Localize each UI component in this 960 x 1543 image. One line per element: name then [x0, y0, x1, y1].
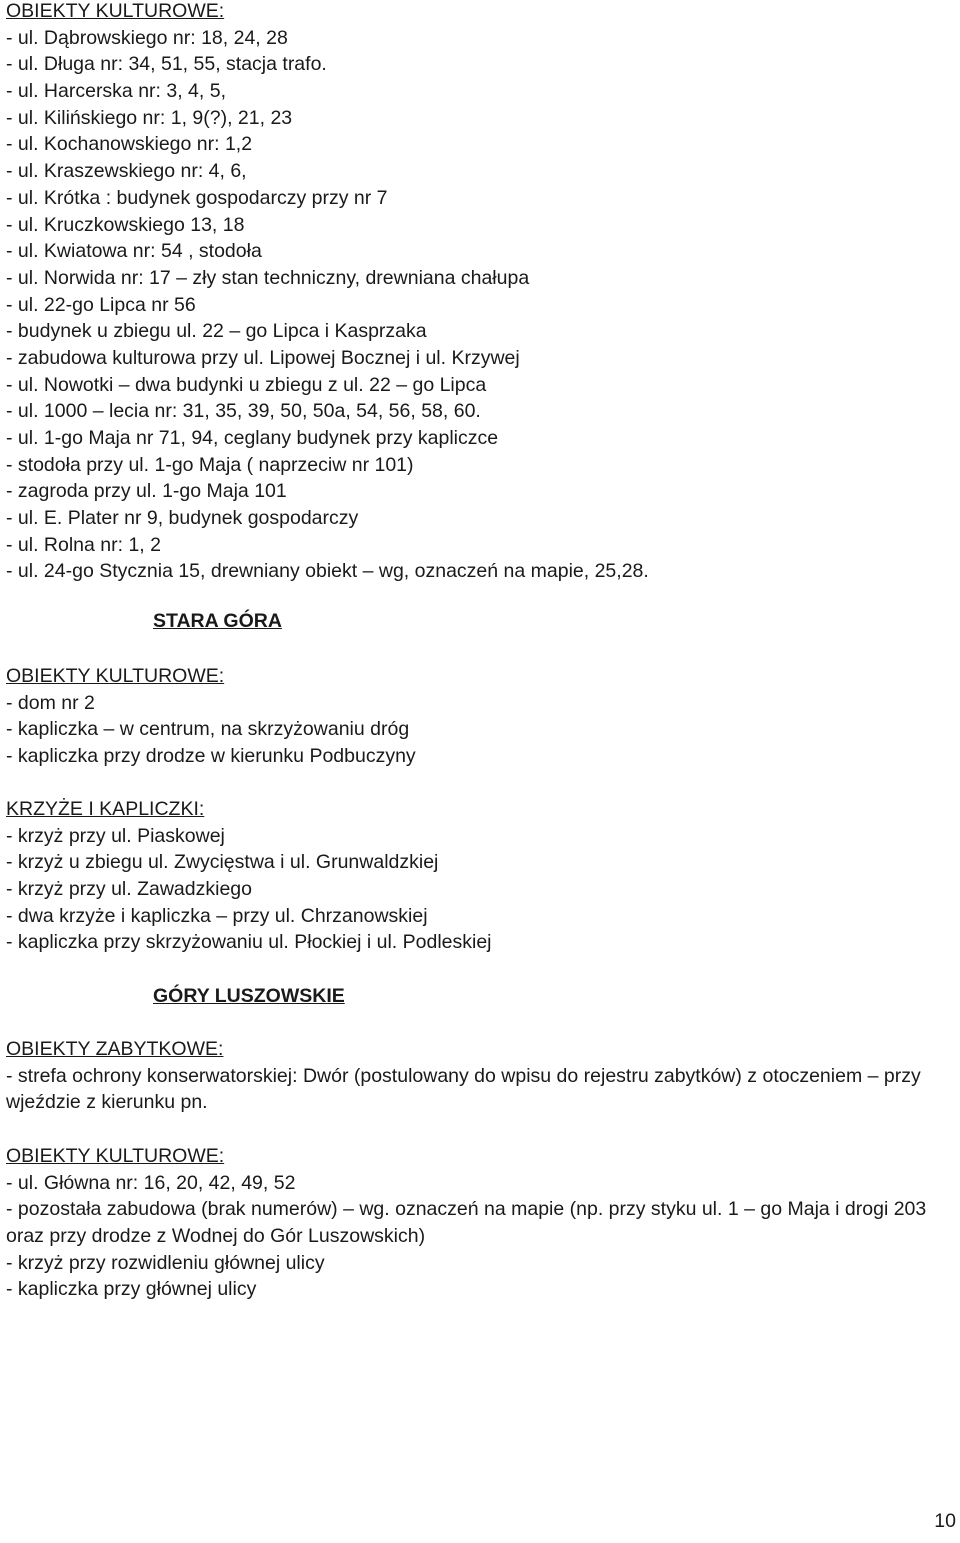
- list-item: - kapliczka – w centrum, na skrzyżowaniu dróg: [6, 718, 410, 741]
- list-item: - ul. 22-go Lipca nr 56: [6, 293, 196, 316]
- section-gory-luszowskie-zabytkowe: [6, 1036, 936, 1116]
- list-item: - krzyż przy ul. Zawadzkiego: [6, 878, 252, 901]
- list-item: - dom nr 2: [6, 691, 95, 714]
- list-item: - krzyż u zbiegu ul. Zwycięstwa i ul. Grunwaldzkiej: [6, 851, 439, 874]
- list-item: - ul. Długa nr: 34, 51, 55, stacja trafo.: [6, 53, 327, 76]
- list-item: - pozostała zabudowa (brak numerów) – wg. oznaczeń na mapie (np. przy styku ul. 1 – go Maja i drogi 203 oraz przy drodze z Wodnej do Gór Luszowskich): [6, 1198, 927, 1248]
- list-item: - ul. 1000 – lecia nr: 31, 35, 39, 50, 50a, 54, 56, 58, 60.: [6, 400, 481, 423]
- section-title-stara-gora: STARA GÓRA: [153, 610, 282, 632]
- section-heading: KRZYŻE I KAPLICZKI:: [6, 798, 205, 820]
- section-gory-luszowskie-kulturowe: [6, 1143, 936, 1303]
- list-item: - ul. Dąbrowskiego nr: 18, 24, 28: [6, 26, 288, 49]
- list-item: - stodoła przy ul. 1-go Maja ( naprzeciw nr 101): [6, 453, 414, 476]
- section-stara-gora-krzyze: [6, 796, 492, 956]
- list-item: - ul. Nowotki – dwa budynki u zbiegu z ul. 22 – go Lipca: [6, 373, 487, 396]
- list-item: - dwa krzyże i kapliczka – przy ul. Chrzanowskiej: [6, 904, 428, 927]
- list-item: - ul. Krótka : budynek gospodarczy przy nr 7: [6, 186, 388, 209]
- page-number: 10: [934, 1510, 956, 1532]
- list-item: - ul. Kruczkowskiego 13, 18: [6, 213, 245, 236]
- section-heading: OBIEKTY KULTUROWE:: [6, 1145, 225, 1167]
- section-heading: OBIEKTY KULTUROWE:: [6, 0, 225, 22]
- section-obiekty-kulturowe: [6, 0, 649, 585]
- list-item: - ul. Kochanowskiego nr: 1,2: [6, 133, 253, 156]
- list-item: - ul. Główna nr: 16, 20, 42, 49, 52: [6, 1171, 296, 1194]
- list-item: - kapliczka przy drodze w kierunku Podbuczyny: [6, 745, 416, 768]
- section-heading: OBIEKTY ZABYTKOWE:: [6, 1038, 224, 1060]
- list-item: - strefa ochrony konserwatorskiej: Dwór (postulowany do wpisu do rejestru zabytków) z otoczeniem – przy wjeździe z kierunku pn.: [6, 1064, 921, 1114]
- list-item: - ul. Kwiatowa nr: 54 , stodoła: [6, 240, 262, 263]
- list-item: - ul. Kilińskiego nr: 1, 9(?), 21, 23: [6, 106, 293, 129]
- list-item: - zagroda przy ul. 1-go Maja 101: [6, 480, 287, 503]
- list-item: - budynek u zbiegu ul. 22 – go Lipca i Kasprzaka: [6, 320, 427, 343]
- list-item: - ul. Harcerska nr: 3, 4, 5,: [6, 80, 226, 103]
- list-item: - kapliczka przy głównej ulicy: [6, 1278, 257, 1301]
- list-item: - ul. Kraszewskiego nr: 4, 6,: [6, 160, 247, 183]
- list-item: - ul. E. Plater nr 9, budynek gospodarczy: [6, 507, 359, 530]
- list-item: - ul. Rolna nr: 1, 2: [6, 533, 161, 556]
- list-item: - zabudowa kulturowa przy ul. Lipowej Bocznej i ul. Krzywej: [6, 346, 520, 369]
- list-item: - krzyż przy rozwidleniu głównej ulicy: [6, 1251, 325, 1274]
- list-item: - ul. 24-go Stycznia 15, drewniany obiekt – wg, oznaczeń na mapie, 25,28.: [6, 560, 649, 583]
- section-stara-gora-kulturowe: [6, 663, 416, 770]
- list-item: - krzyż przy ul. Piaskowej: [6, 824, 225, 847]
- section-heading: OBIEKTY KULTUROWE:: [6, 665, 225, 687]
- list-item: - ul. Norwida nr: 17 – zły stan techniczny, drewniana chałupa: [6, 266, 530, 289]
- section-title-gory-luszowskie: GÓRY LUSZOWSKIE: [153, 985, 345, 1007]
- list-item: - kapliczka przy skrzyżowaniu ul. Płockiej i ul. Podleskiej: [6, 931, 492, 954]
- list-item: - ul. 1-go Maja nr 71, 94, ceglany budynek przy kapliczce: [6, 427, 499, 449]
